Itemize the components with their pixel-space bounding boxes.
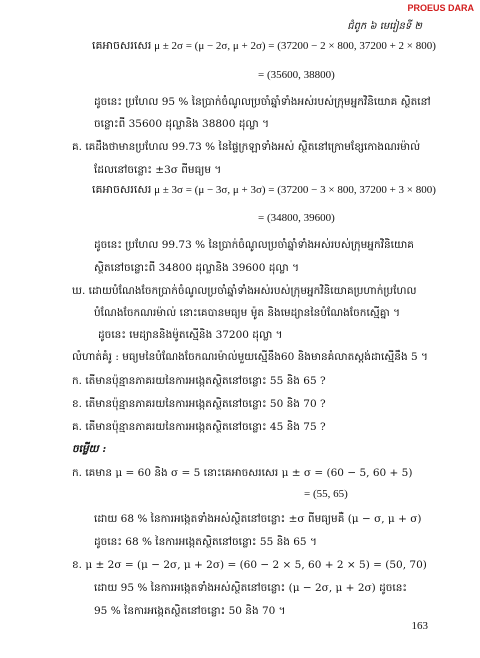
- text-line: 95 % នៃការអង្កេតស្ថិតនៅចន្លោះ 50 និង 70 ។: [94, 605, 286, 617]
- text-line: គេអាចសរសេរ μ ± 2σ = (μ − 2σ, μ + 2σ) = (37200 − 2 × 800, 37200 + 2 × 800): [92, 40, 436, 52]
- text-line: ដោយ 95 % នៃការអង្កេតទាំងអស់ស្ថិតនៅចន្លោះ (μ − 2σ, μ + 2σ) ដូចនេះ: [94, 582, 408, 594]
- question-line: ក. តើមានប៉ុន្មានភាគរយនៃការអង្កេតស្ថិតនៅចន្លោះ 55 និង 65 ?: [72, 375, 326, 387]
- text-line: ចន្លោះពី 35600 ដុល្លានិង 38800 ដុល្លា ។: [94, 118, 270, 130]
- header-brand: PROEUS DARA: [407, 3, 474, 13]
- text-line: ស្ថិតនៅចន្លោះពី 34800 ដុល្លានិង 39600 ដុល្លា ។: [94, 262, 300, 274]
- text-line: ខ. μ ± 2σ = (μ − 2σ, μ + 2σ) = (60 − 2 × 5, 60 + 2 × 5) = (50, 70): [72, 559, 427, 571]
- example-heading: លំហាត់គំរូ : មធ្យមនៃបំណែងចែកណរម៉ាល់មួយស្មើនឹង60 និងមានគំលាតស្តង់ដាស្មើនឹង 5 ។: [72, 351, 428, 363]
- question-line: ខ. តើមានប៉ុន្មានភាគរយនៃការអង្កេតស្ថិតនៅចន្លោះ 50 និង 70 ?: [72, 398, 326, 410]
- text-line: ដោយ 68 % នៃការអង្កេតទាំងអស់ស្ថិតនៅចន្លោះ ±σ ពីមធ្យមគឺ (μ − σ, μ + σ): [94, 513, 422, 525]
- text-line: ដែលនៅចន្លោះ ±3σ ពីមធ្យម ។: [94, 164, 222, 176]
- page-number: 163: [411, 620, 428, 632]
- text-line: គ. គេដឹងថាមានប្រហែល 99.73 % នៃផ្ទៃក្រឡាទាំងអស់ ស្ថិតនៅក្រោមខ្សែកោងណរម៉ាល់: [72, 141, 421, 153]
- chapter-title: ជំពូក ៦ មេរៀនទី ២: [347, 21, 422, 32]
- text-line: = (34800, 39600): [258, 212, 335, 224]
- text-line: ដូចនេះ ប្រហែល 99.73 % នៃប្រាក់ចំណូលប្រចាំឆ្នាំទាំងអស់របស់ក្រុមអ្នកវិនិយោគ: [94, 239, 414, 251]
- text-line: = (35600, 38800): [258, 69, 335, 81]
- text-line: បំណែងចែកណរម៉ាល់ នោះគេបានមធ្យម ម៉ូត និងមេដ្យាននៃបំណែងចែកស្មើគ្នា ។: [94, 307, 401, 319]
- text-line: ក. គេមាន μ = 60 និង σ = 5 នោះគេអាចសរសេរ μ ± σ = (60 − 5, 60 + 5): [72, 467, 413, 479]
- text-line: ដូចនេះ មេដ្យាននិងម៉ូតស្មើនិង 37200 ដុល្លា ។: [98, 329, 283, 341]
- text-line: គេអាចសរសេរ μ ± 3σ = (μ − 3σ, μ + 3σ) = (37200 − 3 × 800, 37200 + 3 × 800): [92, 184, 436, 196]
- answer-heading: ចម្លើយ :: [72, 443, 107, 455]
- text-line: ដូចនេះ ប្រហែល 95 % នៃប្រាក់ចំណូលប្រចាំឆ្នាំទាំងអស់របស់ក្រុមអ្នកវិនិយោគ ស្ថិតនៅ: [94, 96, 431, 108]
- text-line: ដូចនេះ 68 % នៃការអង្កេតស្ថិតនៅចន្លោះ 55 និង 65 ។: [94, 536, 317, 548]
- text-line: = (55, 65): [304, 488, 348, 500]
- text-line: ឃ. ដោយបំណែងចែកប្រាក់ចំណូលប្រចាំឆ្នាំទាំងអស់របស់ក្រុមអ្នកវិនិយោគប្រហាក់ប្រហែល: [72, 285, 417, 297]
- question-line: គ. តើមានប៉ុន្មានភាគរយនៃការអង្កេតស្ថិតនៅចន្លោះ 45 និង 75 ?: [72, 421, 326, 433]
